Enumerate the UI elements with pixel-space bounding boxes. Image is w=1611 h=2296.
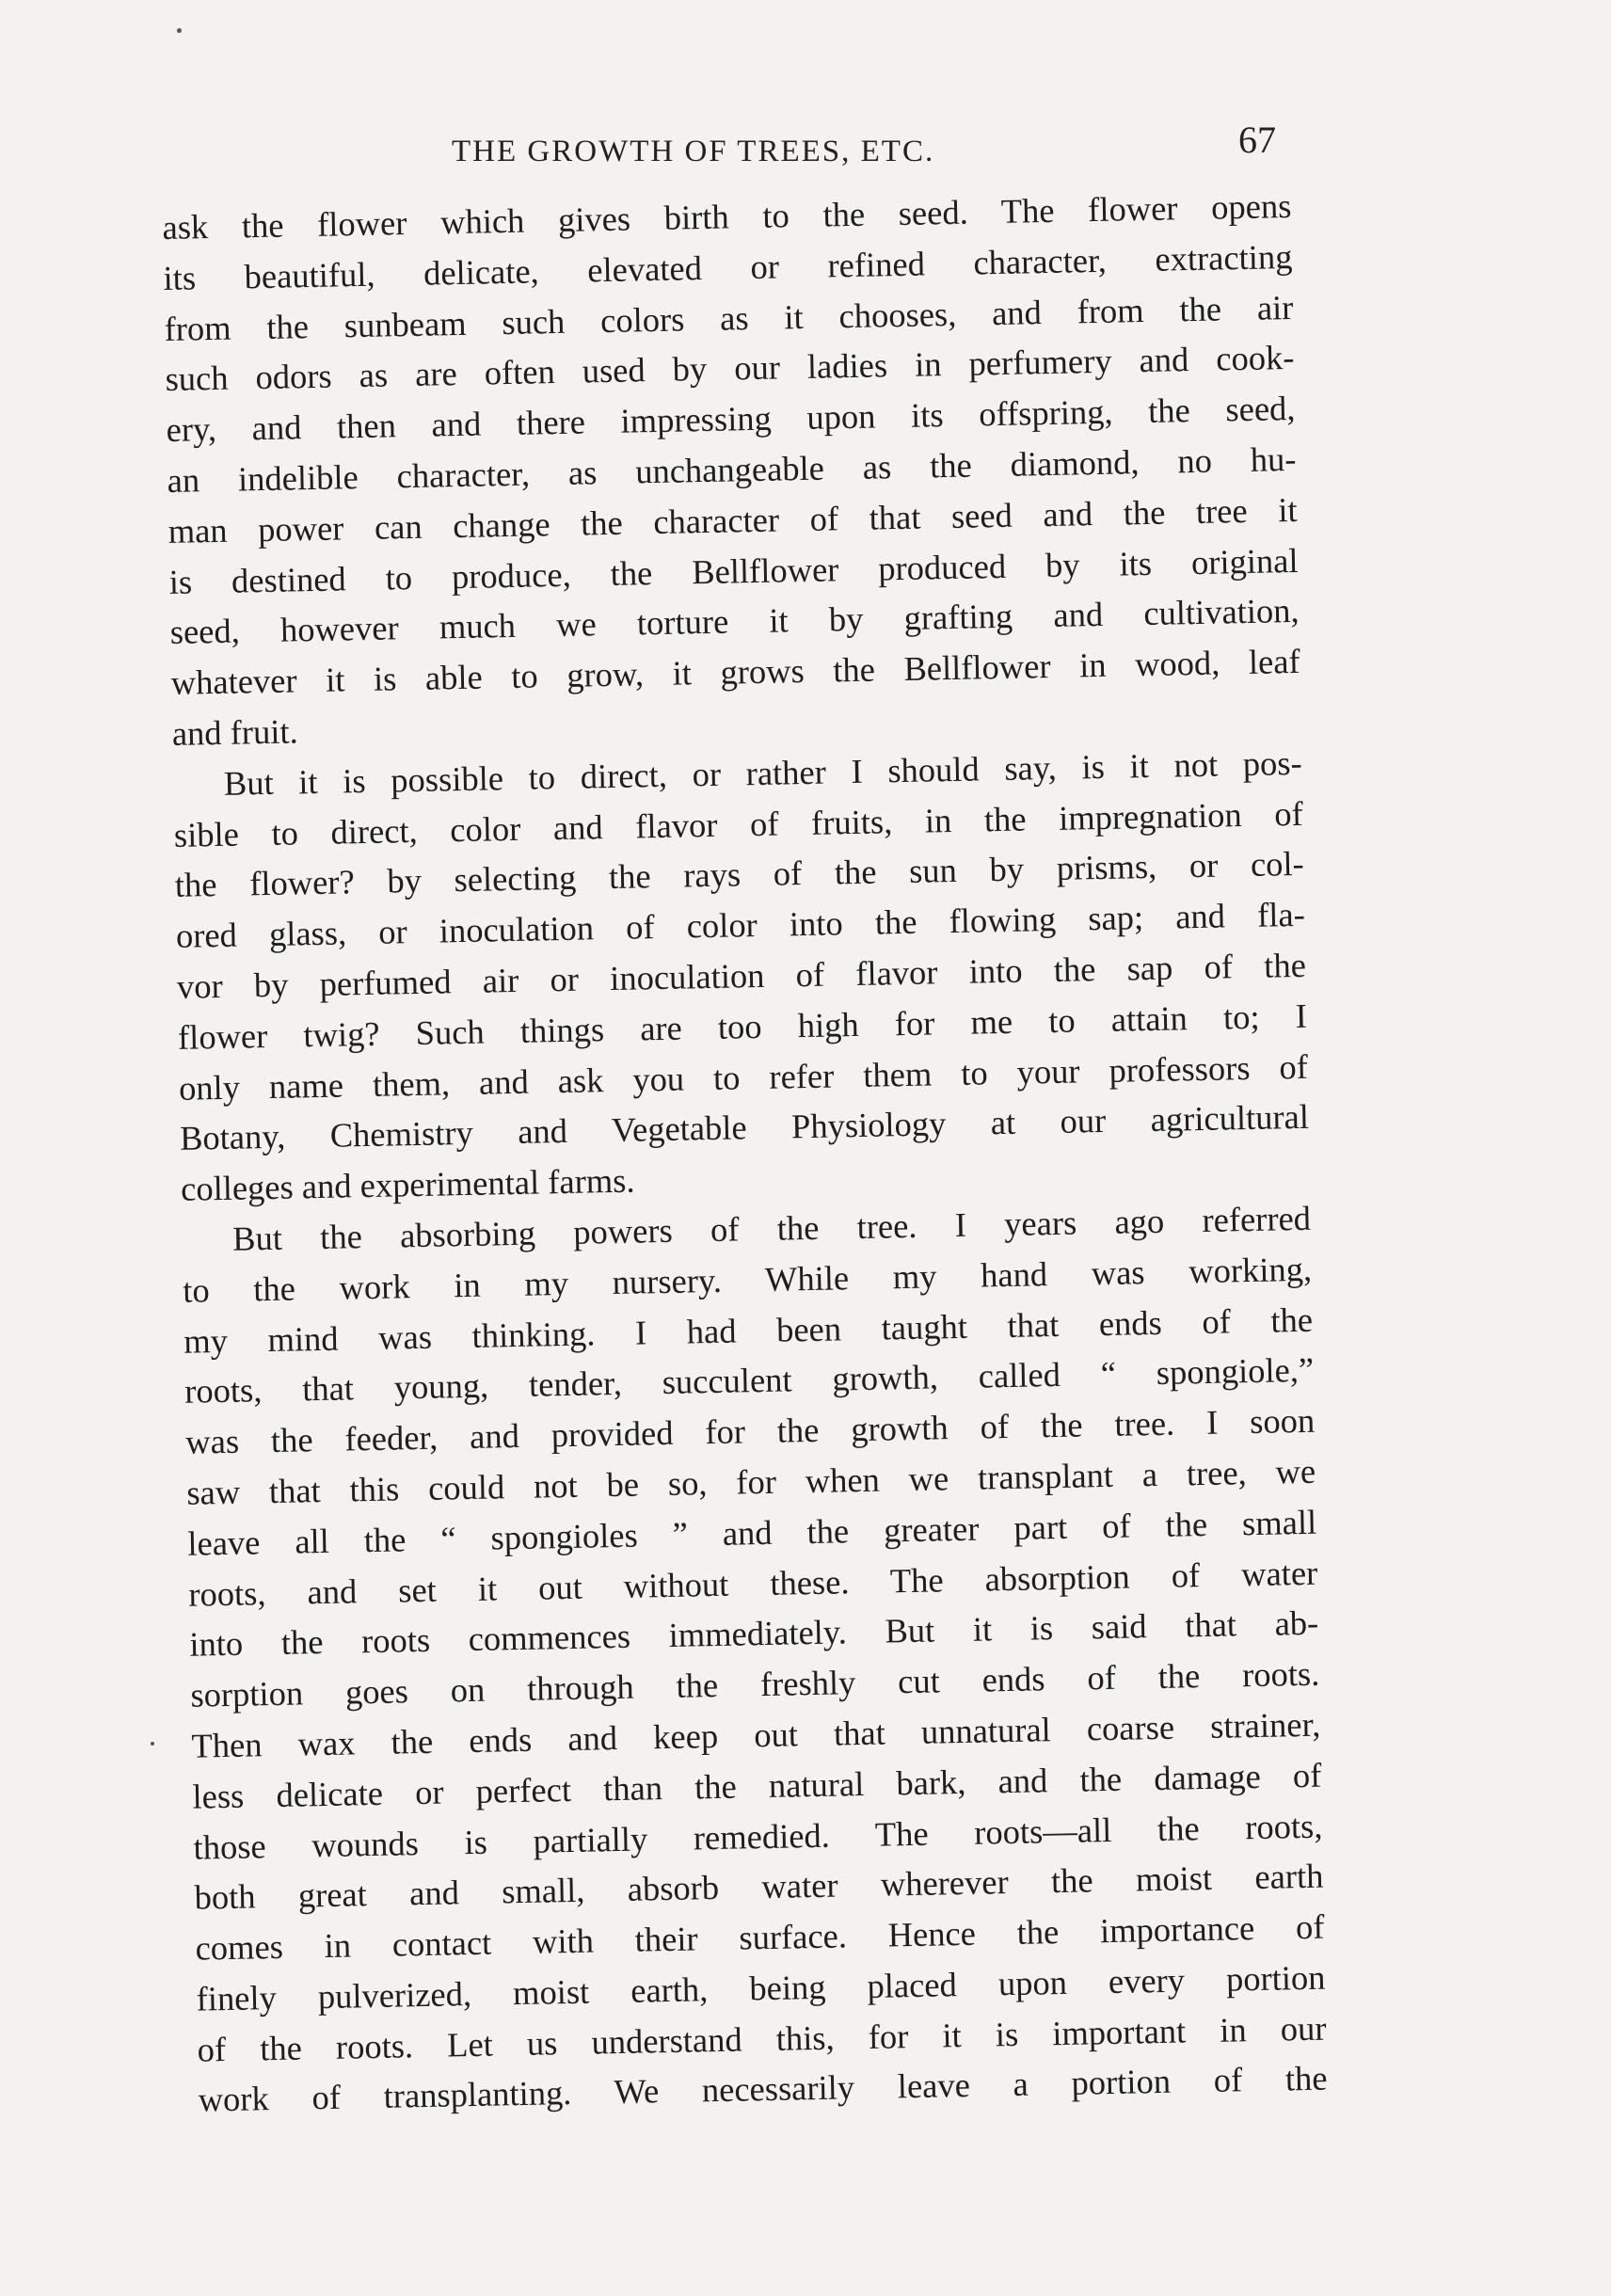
- text-line: and fruit.: [171, 711, 299, 753]
- text-line: colleges and experimental farms.: [180, 1160, 635, 1208]
- text-line: ask the flower which gives birth to the seed. The flower opens: [162, 185, 1292, 247]
- text-line: was the feeder, and provided for the growth of the tree. I soon: [184, 1400, 1316, 1461]
- text-line: Botany, Chemistry and Vegetable Physiology at our agricultural: [179, 1097, 1310, 1158]
- text-line: But the absorbing powers of the tree. I years ago referred: [231, 1198, 1312, 1258]
- text-line: only name them, and ask you to refer them to your professors of: [178, 1046, 1309, 1108]
- stray-mark: [151, 1742, 154, 1746]
- text-line: the flower? by selecting the rays of the sun by prisms, or col-: [174, 844, 1305, 905]
- text-line: vor by perfumed air or inoculation of flavor into the sap of the: [176, 945, 1307, 1006]
- body-text: [162, 181, 1328, 2126]
- text-line: man power can change the character of that seed and the tree it: [167, 489, 1298, 550]
- stray-mark: [177, 28, 182, 33]
- text-line: sible to direct, color and flavor of fruits, in the impregnation of: [173, 793, 1304, 854]
- text-line: to the work in my nursery. While my hand was working,: [182, 1249, 1313, 1310]
- text-line: sorption goes on through the freshly cut ends of the roots.: [190, 1653, 1320, 1714]
- text-line: such odors as are often used by our ladies in perfumery and cook-: [165, 338, 1295, 399]
- text-line: of the roots. Let us understand this, for it is important in our: [197, 2008, 1327, 2069]
- text-line: whatever it is able to grow, it grows the Bellflower in wood, leaf: [170, 642, 1300, 703]
- text-line: leave all the “ spongioles ” and the greater part of the small: [186, 1502, 1317, 1563]
- text-line: But it is possible to direct, or rather I should say, is it not pos-: [223, 742, 1303, 803]
- text-line: Then wax the ends and keep out that unnatural coarse strainer,: [191, 1704, 1321, 1765]
- text-line: into the roots commences immediately. But it is said that ab-: [189, 1602, 1319, 1665]
- text-line: comes in contact with their surface. Hence the importance of: [195, 1906, 1325, 1968]
- text-line: flower twig? Such things are too high for me to attain to; I: [177, 996, 1308, 1057]
- text-line: my mind was thinking. I had been taught that ends of the: [183, 1299, 1314, 1361]
- text-line: ored glass, or inoculation of color into the flowing sap; and fla-: [175, 894, 1306, 956]
- text-line: is destined to produce, the Bellflower produced by its original: [168, 540, 1299, 601]
- text-line: those wounds is partially remedied. The roots—all the roots,: [193, 1806, 1323, 1867]
- text-line: work of transplanting. We necessarily leave a portion of the: [198, 2059, 1328, 2120]
- text-line: roots, and set it out without these. The absorption of water: [187, 1553, 1318, 1614]
- text-line: finely pulverized, moist earth, being placed upon every portion: [196, 1957, 1326, 2018]
- text-line: less delicate or perfect than the natural bark, and the damage of: [192, 1755, 1322, 1816]
- text-line: roots, that young, tender, succulent growth, called “ spongiole,”: [183, 1350, 1315, 1411]
- text-line: from the sunbeam such colors as it chooses, and from the air: [164, 287, 1294, 348]
- page-number: 67: [1238, 119, 1276, 161]
- text-line: saw that this could not be so, for when we transplant a tree, we: [185, 1451, 1316, 1512]
- text-line: seed, however much we torture it by grafting and cultivation,: [169, 591, 1300, 652]
- text-line: its beautiful, delicate, elevated or refined character, extracting: [163, 236, 1293, 297]
- text-line: both great and small, absorb water wherever the moist earth: [194, 1856, 1324, 1917]
- text-line: ery, and then and there impressing upon its offspring, the seed,: [166, 389, 1296, 450]
- text-line: an indelible character, as unchangeable as the diamond, no hu-: [167, 438, 1297, 500]
- running-head: [188, 118, 1289, 174]
- running-head-title: THE GROWTH OF TREES, ETC.: [452, 135, 935, 168]
